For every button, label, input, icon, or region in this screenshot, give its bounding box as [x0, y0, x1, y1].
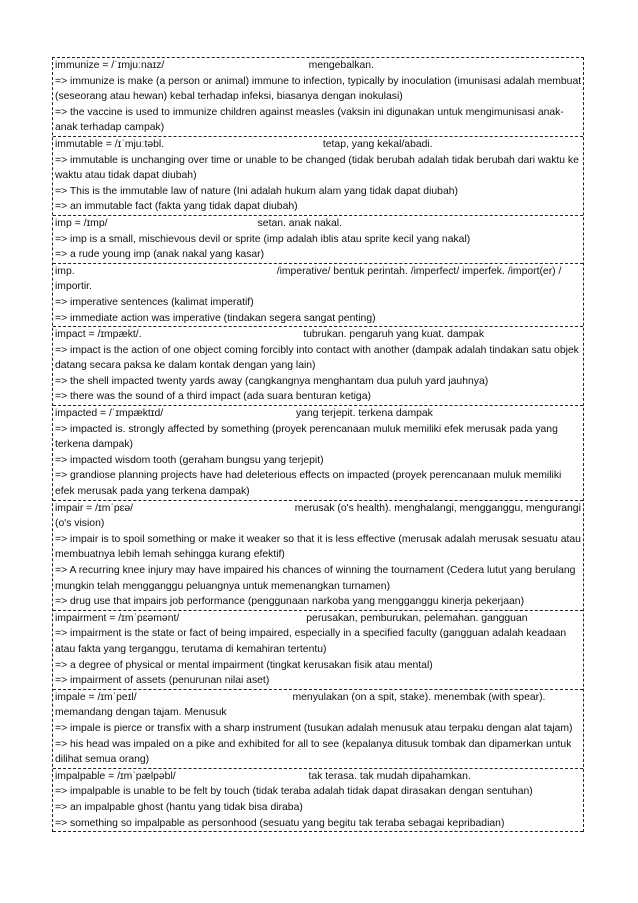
entry-line: => immunize is make (a person or animal) immune to infection, typically by inoculation (imunisasi adalah membuat (seseorang atau hewan) kebal terhadap infeksi, biasanya dengan inokulasi) [55, 75, 582, 103]
entry-line: impalpable = /ɪmˈpælpəbl/ tak terasa. tak mudah dipahamkan. [55, 770, 471, 782]
entry-line: => impairment is the state or fact of being impaired, especially in a specified faculty (gangguan adalah keadaan atau fakta yang terganggu, terutama di kemahiran tertentu) [55, 628, 567, 655]
entry-line: => an impalpable ghost (hantu yang tidak bisa diraba) [55, 801, 303, 813]
entry-line: => impact is the action of one object coming forcibly into contact with another (dampak adalah tindakan satu objek datang secara paksa ke dalam kontak dengan yang lain) [55, 344, 579, 372]
entry-impact [53, 327, 583, 406]
entry-line: => his head was impaled on a pike and exhibited for all to see (kepalanya ditusuk tombak dan dipamerkan untuk dilihat semua orang) [55, 738, 572, 766]
entry-line: => grandiose planning projects have had deleterious effects on impacted (proyek perencanaan muluk memiliki efek merusak pada yang terkena dampak) [55, 470, 562, 498]
entry-line: imp. /imperative/ bentuk perintah. /imperfect/ imperfek. /import(er) / importir. [55, 265, 565, 293]
entry-line: immutable = /ɪˈmjuːtəbl. tetap, yang kekal/abadi. [55, 138, 433, 150]
entry-line: => imp is a small, mischievous devil or sprite (imp adalah iblis atau sprite kecil yang nakal) [55, 233, 471, 245]
entry-impale [53, 690, 583, 769]
entry-line: => a rude young imp (anak nakal yang kasar) [55, 249, 265, 261]
entry-line: => impairment of assets (penurunan nilai aset) [55, 675, 270, 687]
entry-line: => something so impalpable as personhood (sesuatu yang begitu tak teraba sebagai kepribadian) [55, 817, 505, 829]
entry-line: => drug use that impairs job performance (penggunaan narkoba yang mengganggu kinerja pekerjaan) [55, 596, 525, 608]
entry-line: => This is the immutable law of nature (Ini adalah hukum alam yang tidak dapat diubah) [55, 185, 458, 197]
entry-line: impairment = /ɪmˈpɛəmənt/ perusakan, pemburukan, pelemahan. gangguan [55, 612, 528, 624]
entry-imp-abbrev [53, 264, 583, 327]
dictionary-page [52, 57, 584, 832]
entry-impacted [53, 406, 583, 501]
entry-line: => impacted wisdom tooth (geraham bungsu yang terjepit) [55, 454, 324, 466]
entry-line: => A recurring knee injury may have impaired his chances of winning the tournament (Cedera lutut yang berulang mungkin telah mengganggu peluangnya untuk memenangkan turnamen) [55, 565, 576, 592]
entry-impalpable [53, 769, 583, 832]
entry-immunize [53, 58, 583, 137]
entry-immutable [53, 137, 583, 216]
entry-line: impale = /ɪmˈpeɪl/ menyulakan (on a spit, stake). menembak (with spear). memandang dengan tajam. Menusuk [55, 691, 549, 719]
entry-impairment [53, 611, 583, 690]
entry-line: imp = /ɪmp/ setan. anak nakal. [55, 217, 342, 229]
entry-line: => immediate action was imperative (tindakan segera sangat penting) [55, 312, 376, 324]
entry-line: => impalpable is unable to be felt by touch (tidak teraba adalah tidak dapat dirasakan dengan sentuhan) [55, 786, 533, 798]
entry-impair [53, 501, 583, 611]
entry-line: => the shell impacted twenty yards away (cangkangnya menghantam dua puluh yard jauhnya) [55, 375, 489, 387]
entry-line: => impair is to spoil something or make it weaker so that it is less effective (merusak adalah merusak sesuatu atau membuatnya lebih lemah sehingga kurang efektif) [55, 533, 581, 561]
entry-line: => there was the sound of a third impact (ada suara benturan ketiga) [55, 391, 371, 403]
entry-line: => an immutable fact (fakta yang tidak dapat diubah) [55, 201, 298, 213]
entry-line: => impale is pierce or transfix with a sharp instrument (tusukan adalah menusuk atau terpaku dengan alat tajam) [55, 722, 573, 734]
entry-line: => the vaccine is used to immunize children against measles (vaksin ini digunakan untuk mengimunisasi anak-anak terhadap campak) [55, 106, 564, 134]
entry-line: immunize = /ˈɪmjuːnaɪz/ mengebalkan. [55, 60, 374, 71]
entry-line: impacted = /ˈɪmpæktɪd/ yang terjepit. terkena dampak [55, 408, 433, 420]
entry-line: => immutable is unchanging over time or unable to be changed (tidak berubah adalah tidak berubah dari waktu ke waktu atau tidak dapat diubah) [55, 154, 579, 182]
entry-line: impact = /ɪmpækt/. tubrukan. pengaruh yang kuat. dampak [55, 329, 485, 341]
entry-line: => a degree of physical or mental impairment (tingkat kerusakan fisik atau mental) [55, 659, 433, 671]
entry-line: => imperative sentences (kalimat imperatif) [55, 296, 254, 308]
entry-imp [53, 216, 583, 264]
entry-line: impair = /ɪmˈpɛə/ merusak (o's health). menghalangi, mengganggu, mengurangi (o's vision) [55, 502, 584, 530]
entry-line: => impacted is. strongly affected by something (proyek perencanaan muluk memiliki efek merusak pada yang terkena dampak) [55, 423, 558, 451]
